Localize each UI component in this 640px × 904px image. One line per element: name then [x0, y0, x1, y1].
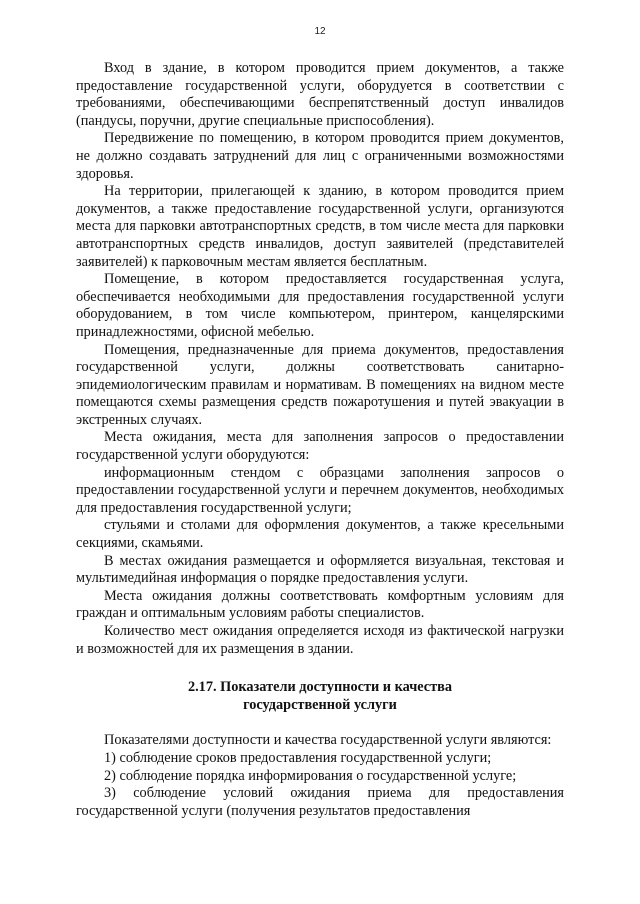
- list-item-3: 3) соблюдение условий ожидания приема для предоставления государственной услуги (получения результатов предоставления: [76, 785, 564, 819]
- paragraph-equipment: Помещение, в котором предоставляется государственная услуга, обеспечивается необходимыми для предоставления государственной услуги оборудованием, в том числе компьютером, принтером, канцелярскими принадлежностями, офисной мебелью.: [76, 271, 564, 340]
- list-item-1: 1) соблюдение сроков предоставления государственной услуги;: [104, 749, 492, 766]
- section-heading-line-1: 2.17. Показатели доступности и качества: [187, 679, 453, 696]
- paragraph-premises: Помещения, предназначенные для приема документов, предоставления государственной услуги, должны соответствовать санитарно-эпидемиологическим правилам и нормативам. В помещениях на видном месте помещаются схемы размещения средств пожаротушения и путей эвакуации в экстренных случаях.: [76, 341, 564, 428]
- paragraph-info-stand: информационным стендом с образцами заполнения запросов о предоставлении государственной услуги и перечнем документов, необходимых для предоставления государственной услуги;: [76, 464, 564, 516]
- paragraph-waiting-areas: Места ожидания, места для заполнения запросов о предоставлении государственной услуги оборудуются:: [76, 429, 564, 464]
- paragraph-visual-info: В местах ожидания размещается и оформляется визуальная, текстовая и мультимедийная информация о порядке предоставления услуги.: [76, 552, 564, 587]
- section-heading: [76, 679, 564, 714]
- paragraph-seat-count: Количество мест ожидания определяется исходя из фактической нагрузки и возможностей для их размещения в здании.: [76, 623, 564, 657]
- page-number: 12: [314, 26, 326, 37]
- paragraph-chairs-tables: стульями и столами для оформления документов, а также кресельными секциями, скамьями.: [76, 517, 564, 552]
- section-heading-line-2: государственной услуги: [243, 696, 397, 713]
- paragraph-indicators-intro: Показателями доступности и качества государственной услуги являются:: [104, 732, 552, 749]
- list-item-2: 2) соблюдение порядка информирования о государственной услуге;: [104, 767, 517, 784]
- paragraph-parking: На территории, прилегающей к зданию, в котором проводится прием документов, а также предоставление государственной услуги, организуются места для парковки автотранспортных средств, в том числе места для парковки автотранспортных средств инвалидов, доступ заявителей (представителей заявителей) к парковочным местам является бесплатным.: [76, 183, 564, 270]
- document-body: [76, 60, 564, 820]
- paragraph-building-entrance: Вход в здание, в котором проводится прием документов, а также предоставление государственной услуги, оборудуется в соответствии с требованиями, обеспечивающими беспрепятственный доступ инвалидов (пандусы, поручни, другие специальные приспособления).: [76, 60, 564, 129]
- paragraph-comfort: Места ожидания должны соответствовать комфортным условиям для граждан и оптимальным условиям работы специалистов.: [76, 587, 564, 622]
- paragraph-movement: Передвижение по помещению, в котором проводится прием документов, не должно создавать затруднений для лиц с ограниченными возможностями здоровья.: [76, 130, 564, 182]
